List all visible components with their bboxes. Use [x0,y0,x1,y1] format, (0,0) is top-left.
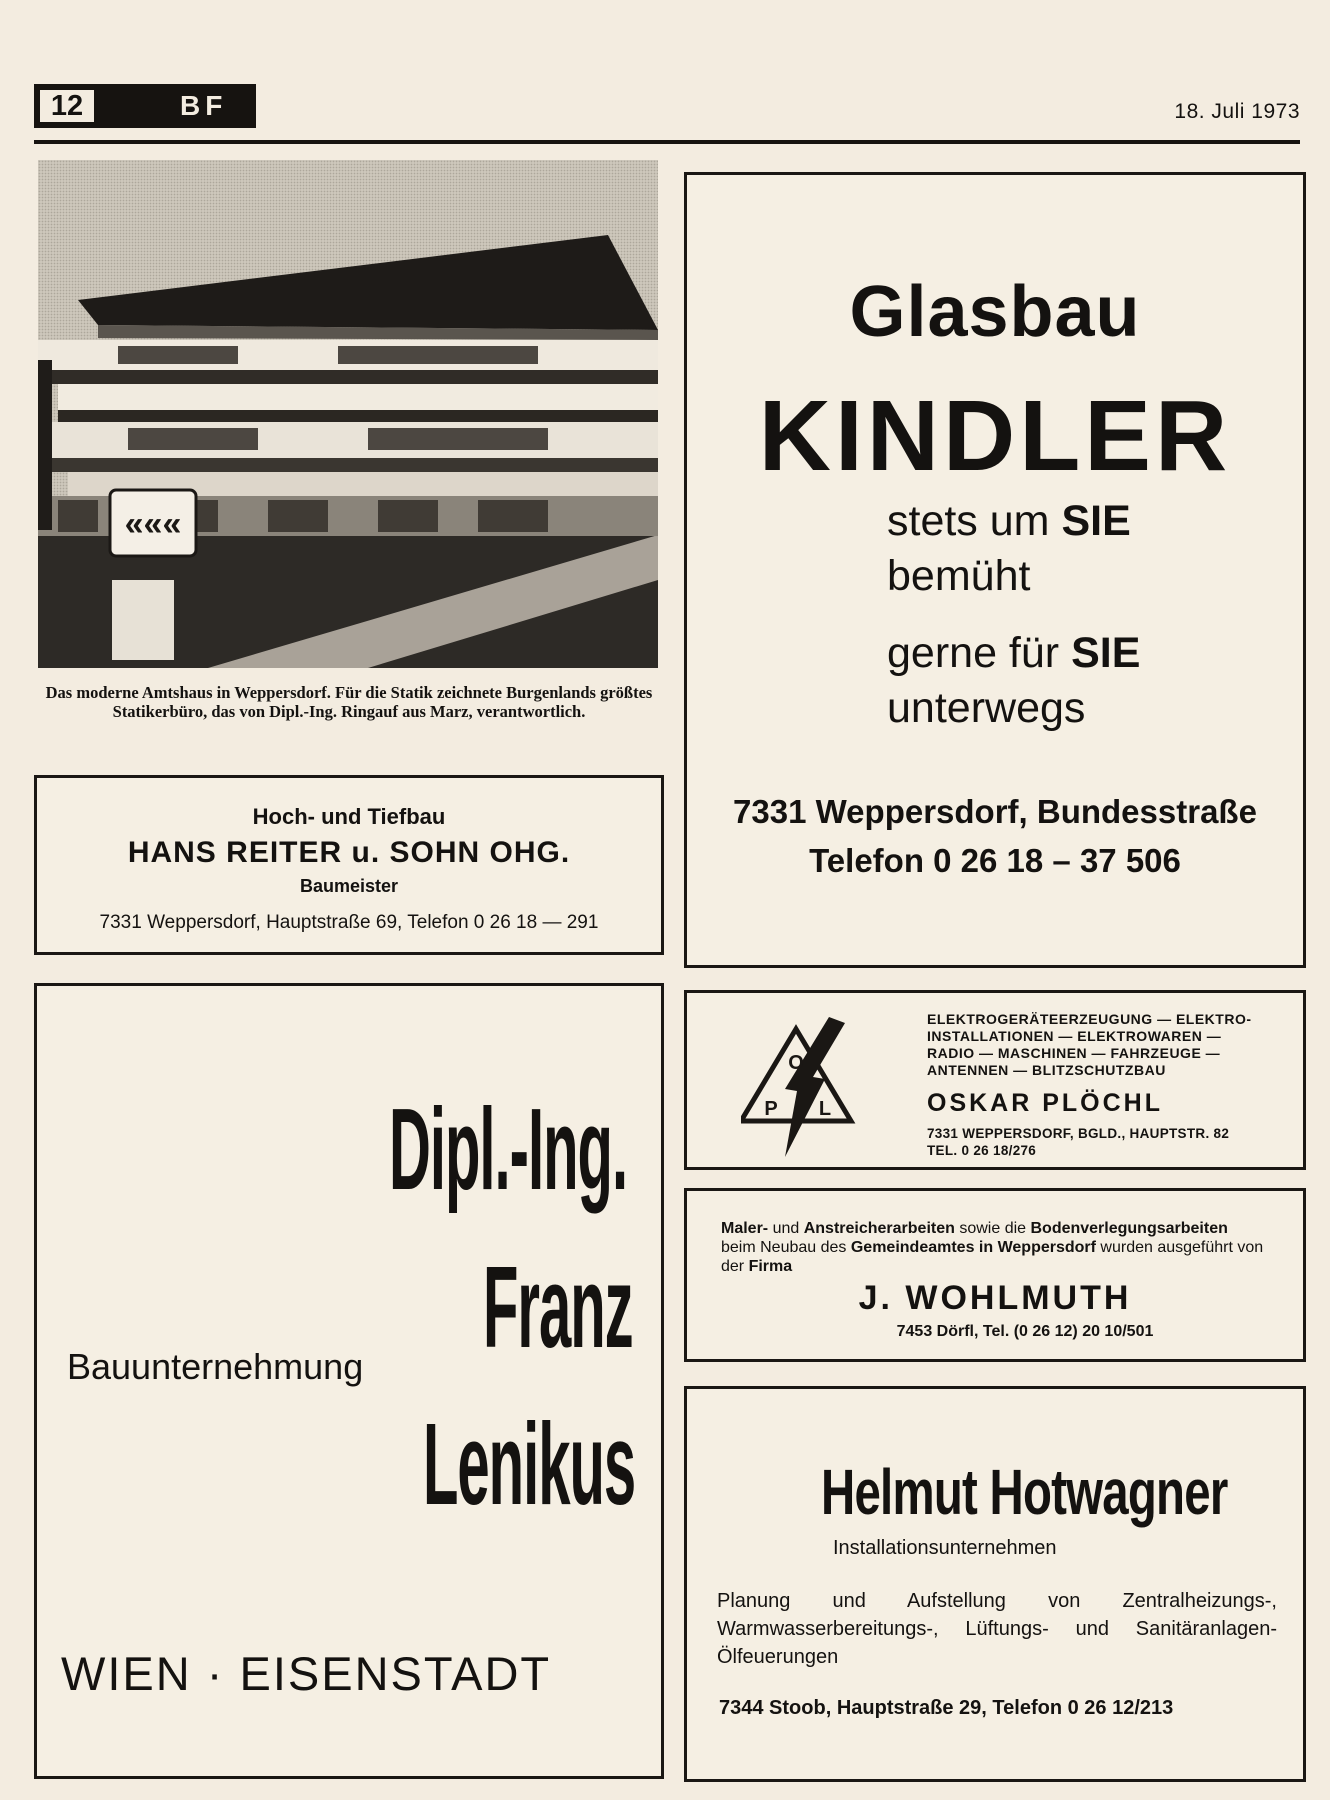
building-illustration [38,160,658,668]
lenikus-last-name: Lenikus [423,1399,636,1529]
wohlmuth-description: Maler- und Anstreicherarbeiten sowie die Bodenverlegungsarbeiten beim Neubau des Gemeindeamtes in Weppersdorf wurden ausgeführt von der Firma [721,1220,1264,1275]
kindler-phone: Telefon 0 26 18 – 37 506 [809,842,1181,879]
kindler-brand-line1: Glasbau [849,272,1141,352]
ad-glasbau-kindler [684,172,1306,968]
lenikus-first-name: Franz [483,1242,633,1372]
kindler-address: 7331 Weppersdorf, Bundesstraße [733,793,1257,830]
svg-text:P: P [764,1098,778,1120]
ad-oskar-ploechl [684,990,1306,1170]
ploechl-address: 7331 WEPPERSDORF, BGLD., HAUPTSTR. 82 TEL. 0 26 18/276 [927,1126,1230,1158]
ploechl-services: ELEKTROGERÄTEERZEUGUNG — ELEKTRO- INSTALLATIONEN — ELEKTROWAREN — RADIO — MASCHINEN — FAHRZEUGE — ANTENNEN — BLITZSCHUTZBAU [927,1011,1252,1078]
kindler-slogan [887,495,1140,737]
reiter-company-name: HANS REITER u. SOHN OHG. [127,836,571,869]
amtshaus-photo [38,160,658,668]
ad-helmut-hotwagner [684,1386,1306,1782]
hotwagner-subtitle: Installationsunternehmen [833,1537,1057,1559]
ad-hans-reiter [34,775,664,955]
hotwagner-description: Planung und Aufstellung von Zentralheizungs-, Warmwasserbereitungs-, Lüftungs- und Sanitäranlagen-Ölfeuerungen [717,1590,1277,1668]
svg-text:L: L [818,1098,832,1120]
slogan-line-4: unterwegs [887,684,1086,732]
ploechl-name: OSKAR PLÖCHL [927,1089,1163,1117]
slogan-line-2: bemüht [887,552,1031,600]
ad-franz-lenikus [34,983,664,1779]
issue-date: 18. Juli 1973 [1174,100,1300,123]
reiter-business-type: Hoch- und Tiefbau [252,804,446,829]
lenikus-cities: WIEN · EISENSTADT [61,1647,552,1700]
photo-caption: Das moderne Amtshaus in Weppersdorf. Für die Statik zeichnete Burgenlands größtes Statikerbüro, das von Dipl.-Ing. Ringauf aus Marz, verantwortlich. [45,683,653,721]
hotwagner-name: Helmut Hotwagner [821,1456,1228,1528]
ad-j-wohlmuth [684,1188,1306,1362]
sign-arrows: ««« [124,505,182,543]
svg-text:O: O [788,1052,804,1074]
kindler-brand-line2: KINDLER [758,380,1232,492]
wohlmuth-contact: 7453 Dörfl, Tel. (0 26 12) 20 10/501 [896,1323,1154,1340]
reiter-address: 7331 Weppersdorf, Hauptstraße 69, Telefon 0 26 18 — 291 [99,912,599,933]
header-rule [34,140,1300,144]
reiter-title: Baumeister [299,876,399,896]
section-label: BF [180,90,228,121]
lightning-triangle-logo-icon [741,1011,871,1161]
lenikus-title: Dipl.-Ing. [389,1084,628,1214]
wohlmuth-name: J. WOHLMUTH [858,1279,1132,1317]
slogan-line-3: gerne für SIE [887,629,1141,677]
lenikus-company-type: Bauunternehmung [67,1346,364,1387]
slogan-line-1: stets um SIE [887,497,1131,545]
page-number: 12 [38,88,96,124]
hotwagner-address: 7344 Stoob, Hauptstraße 29, Telefon 0 26 12/213 [719,1697,1174,1719]
